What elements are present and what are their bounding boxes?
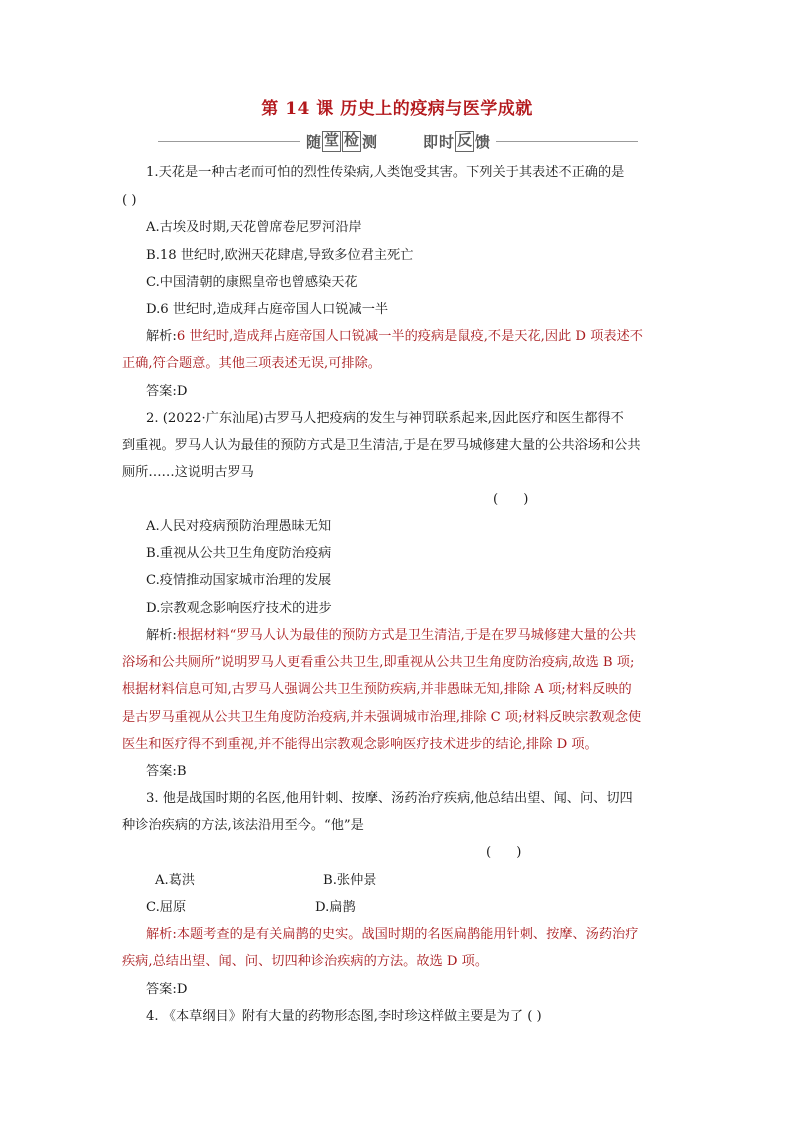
q1-option-c: C.中国清朝的康熙皇帝也曾感染天花 [146, 275, 358, 290]
q2-analysis-line: 根据材料信息可知,古罗马人强调公共卫生预防疾病,并非愚昧无知,排除 A 项;材料反映的 [122, 682, 632, 697]
q1-option-d: D.6 世纪时,造成拜占庭帝国人口锐减一半 [146, 302, 389, 317]
q3-stem-line: 3. 他是战国时期的名医,他用针刺、按摩、汤药治疗疾病,他总结出望、闻、问、切四 [146, 791, 633, 806]
q1-stem-paren: ( ) [122, 193, 137, 208]
banner-char: 堂 [322, 131, 341, 152]
banner-char: 时 [438, 132, 454, 151]
q3-stem-line: 种诊治疾病的方法,该法沿用至今。“他”是 [122, 818, 364, 833]
q3-answer: 答案:D [146, 982, 188, 997]
banner-text [306, 130, 490, 152]
banner-rule-right [496, 141, 638, 142]
q2-answer: 答案:B [146, 764, 187, 779]
q2-analysis-line: 医生和医疗得不到重视,并不能得出宗教观念影响医疗技术进步的结论,排除 D 项。 [122, 737, 598, 752]
page-title: 第 14 课 历史上的疫病与医学成就 [261, 99, 533, 119]
banner-char: 反 [455, 131, 474, 152]
q1-analysis-line [146, 329, 643, 345]
q3-option-d: D.扁鹊 [315, 900, 356, 915]
q2-analysis-line [146, 628, 636, 644]
banner-char: 馈 [474, 132, 490, 151]
q2-analysis-line: 浴场和公共厕所”说明罗马人更看重公共卫生,即重视从公共卫生角度防治疫病,故选 B 项; [122, 655, 635, 670]
q3-option-c: C.屈原 [146, 900, 187, 915]
banner-char: 检 [342, 131, 361, 152]
section-banner [158, 130, 638, 152]
banner-left-group [306, 131, 377, 152]
q2-option-a: A.人民对疫病预防治理愚昧无知 [146, 519, 332, 534]
q3-analysis-line: 解析:本题考查的是有关扁鹊的史实。战国时期的名医扁鹊能用针刺、按摩、汤药治疗 [146, 927, 639, 942]
analysis-text: 6 世纪时,造成拜占庭帝国人口锐减一半的疫病是鼠疫,不是天花,因此 D 项表述不 [176, 329, 643, 344]
q2-stem-line: 到重视。罗马人认为最佳的预防方式是卫生清洁,于是在罗马城修建大量的公共浴场和公共 [122, 438, 641, 453]
q3-option-a: A.葛洪 [155, 873, 196, 888]
q3-answer-paren: ( ) [486, 845, 522, 860]
q1-analysis-line: 正确,符合题意。其他三项表述无误,可排除。 [122, 356, 381, 371]
q2-option-d: D.宗教观念影响医疗技术的进步 [146, 601, 332, 616]
q2-analysis-line: 是古罗马重视从公共卫生角度防治疫病,并未强调城市治理,排除 C 项;材料反映宗教观念使 [122, 710, 642, 725]
q2-answer-paren: ( ) [493, 492, 529, 507]
q2-option-c: C.疫情推动国家城市治理的发展 [146, 573, 332, 588]
q1-option-b: B.18 世纪时,欧洲天花肆虐,导致多位君主死亡 [146, 248, 414, 263]
analysis-label: 解析: [146, 329, 177, 344]
analysis-label: 解析: [146, 628, 177, 643]
q2-option-b: B.重视从公共卫生角度防治疫病 [146, 546, 332, 561]
q2-stem-line: 厕所……这说明古罗马 [122, 465, 254, 480]
banner-char: 即 [422, 132, 438, 151]
banner-right-group [423, 131, 490, 152]
analysis-text: 根据材料“罗马人认为最佳的预防方式是卫生清洁,于是在罗马城修建大量的公共 [176, 628, 637, 643]
q3-analysis-line: 疾病,总结出望、闻、问、切四种诊治疾病的方法。故选 D 项。 [122, 954, 489, 969]
banner-rule-left [158, 141, 300, 142]
q1-option-a: A.古埃及时期,天花曾席卷尼罗河沿岸 [146, 220, 362, 235]
q1-answer: 答案:D [146, 384, 188, 399]
q4-stem-line: 4. 《本草纲目》附有大量的药物形态图,李时珍这样做主要是为了 ( ) [146, 1009, 542, 1024]
q1-stem-line: 1.天花是一种古老而可怕的烈性传染病,人类饱受其害。下列关于其表述不正确的是 [146, 165, 625, 180]
banner-char: 随 [306, 132, 322, 151]
banner-char: 测 [362, 132, 378, 151]
q3-option-b: B.张仲景 [323, 873, 377, 888]
q2-stem-line: 2. (2022·广东汕尾)古罗马人把疫病的发生与神罚联系起来,因此医疗和医生都得不 [146, 411, 624, 426]
